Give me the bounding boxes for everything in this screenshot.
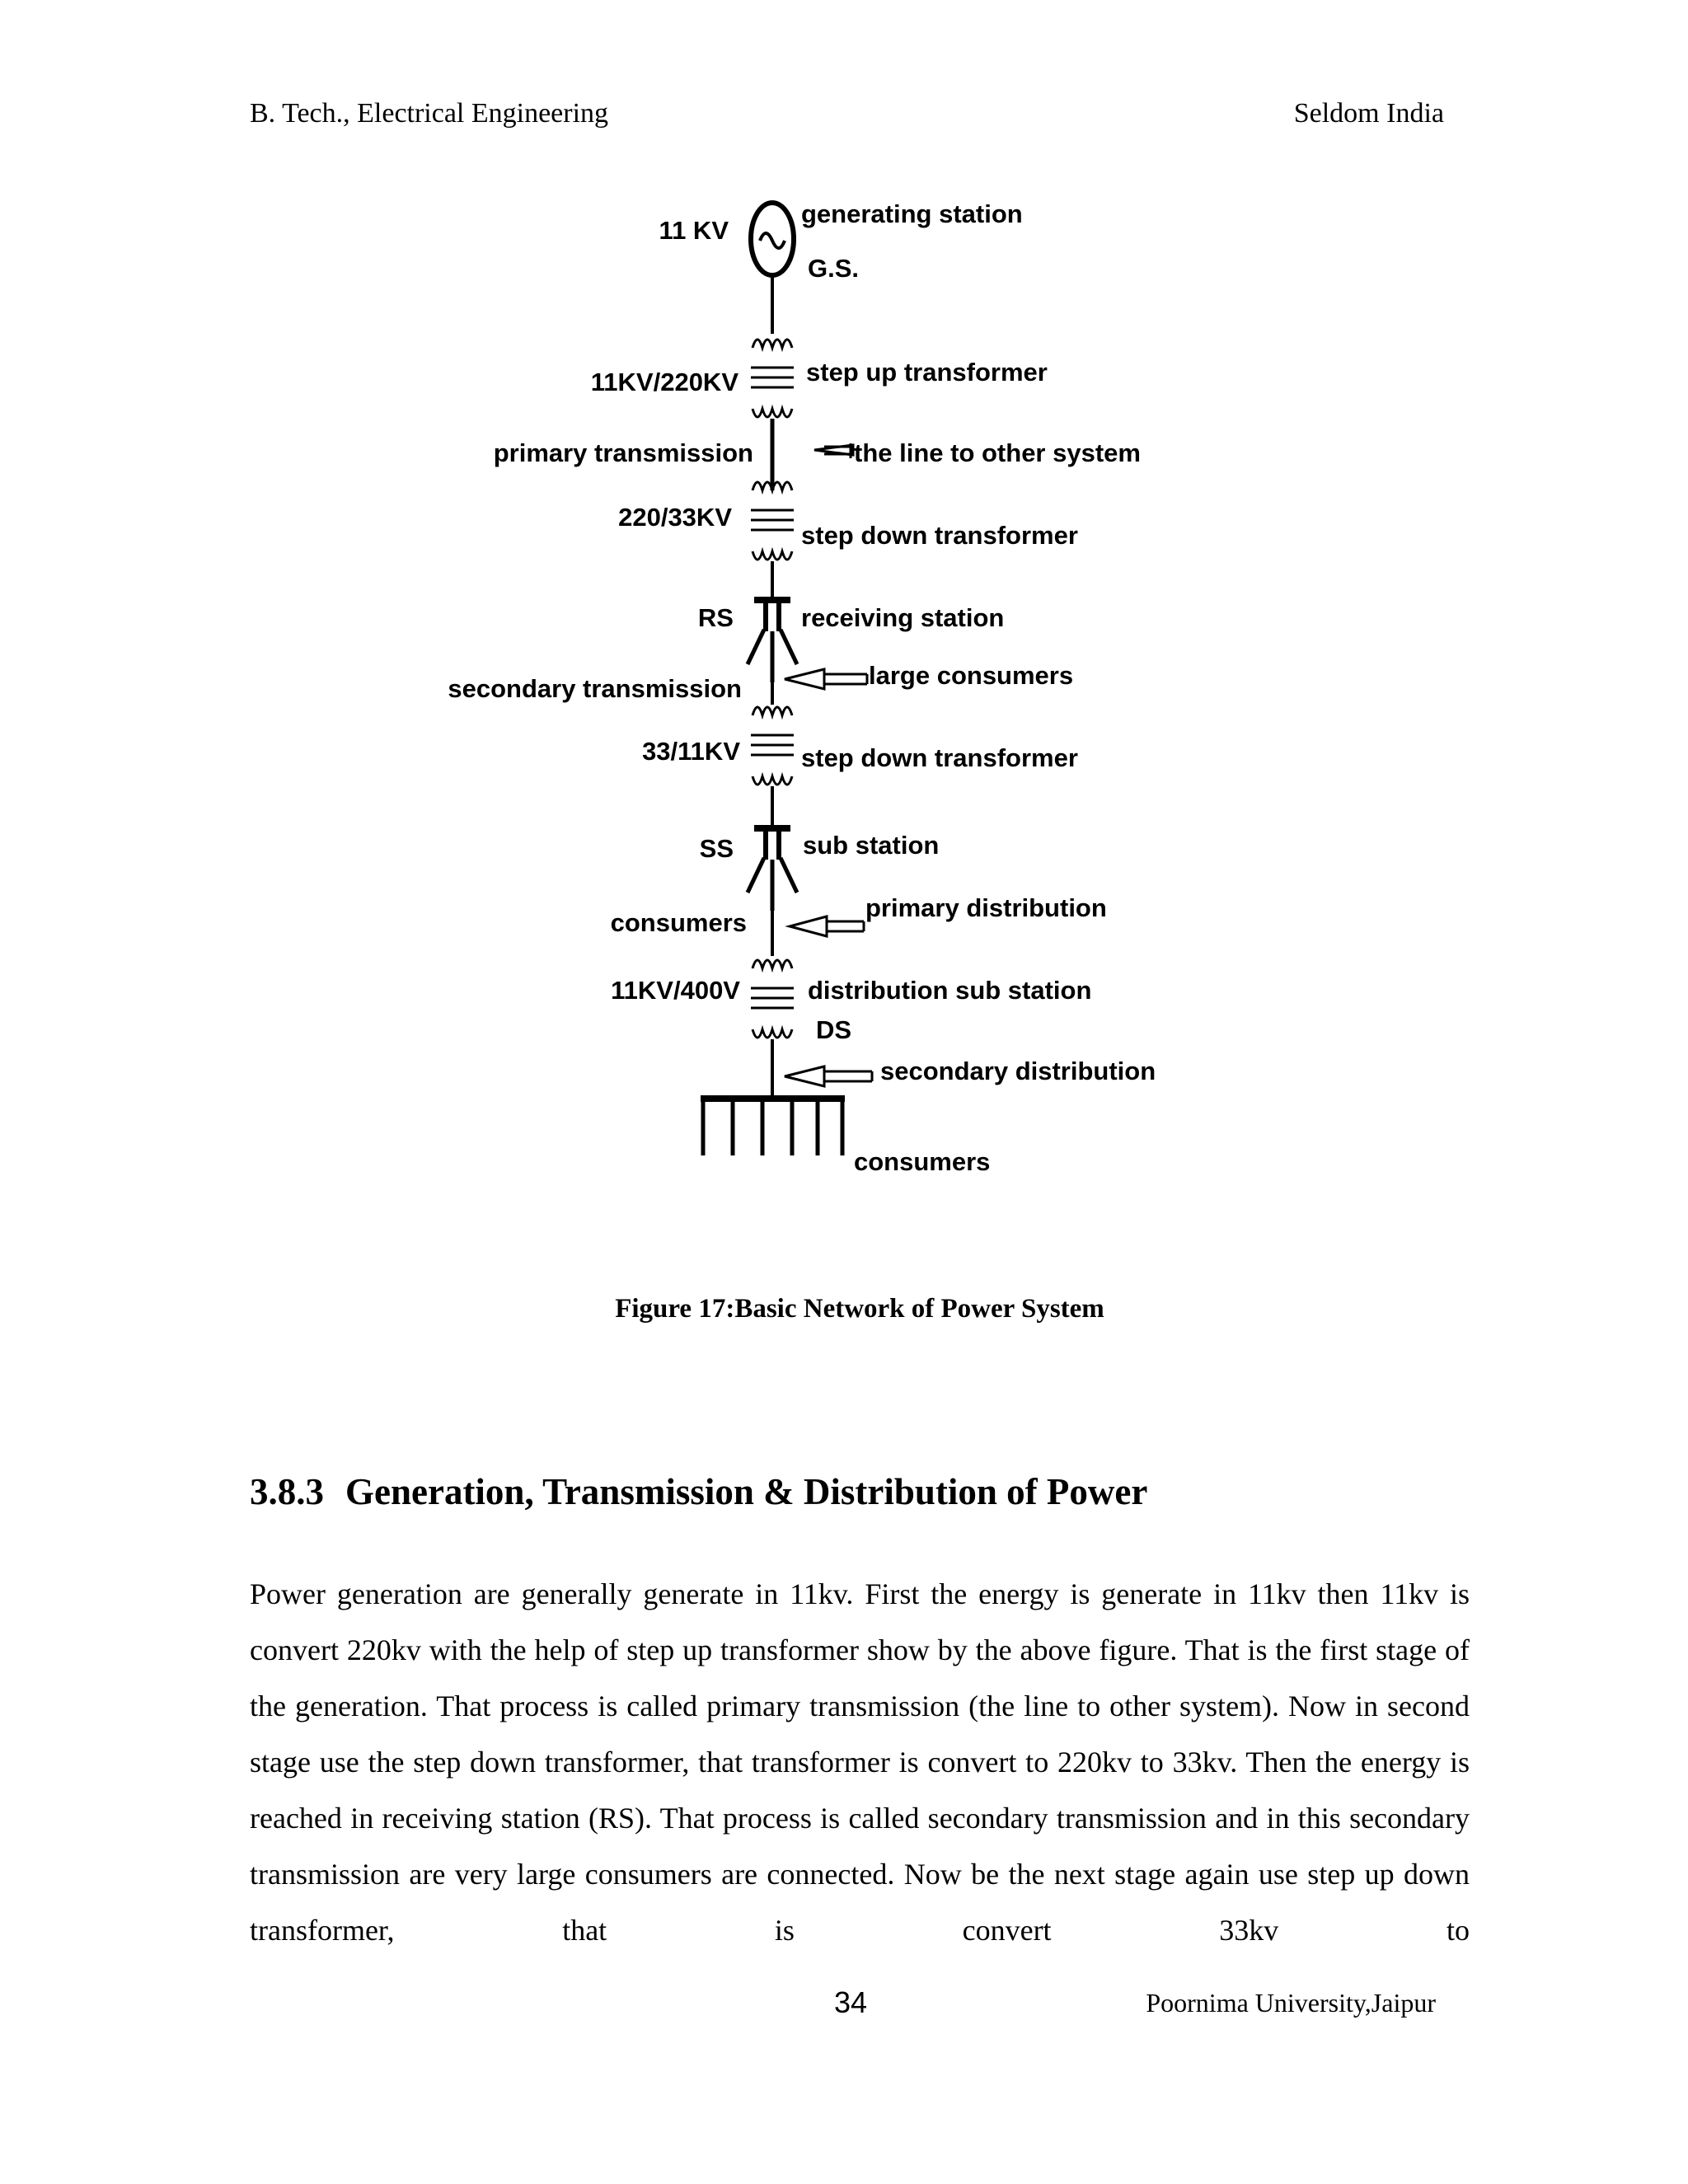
label-ds: DS [816, 1015, 852, 1044]
step-down-transformer-2-icon [751, 707, 794, 785]
footer-institution: Poornima University,Jaipur [1146, 1988, 1436, 2018]
label-sub-station: sub station [803, 831, 940, 860]
label-primary-distribution: primary distribution [865, 893, 1107, 922]
label-ss: SS [699, 834, 734, 863]
label-distribution-sub-station: distribution sub station [808, 976, 1092, 1005]
arrow-secondary-distribution [785, 1066, 872, 1086]
label-11kv: 11 KV [659, 216, 729, 245]
arrow-large-consumers [785, 669, 867, 689]
receiving-station-icon [748, 600, 797, 682]
generator-icon [751, 203, 794, 275]
label-gs: G.S. [808, 254, 860, 283]
section-title: Generation, Transmission & Distribution of Power [345, 1471, 1148, 1512]
step-up-transformer-icon [751, 340, 794, 417]
page-number: 34 [834, 1985, 868, 2019]
label-11kv-400v: 11KV/400V [611, 976, 740, 1005]
label-secondary-transmission: secondary transmission [448, 674, 742, 703]
step-down-transformer-1-icon [751, 482, 794, 560]
running-header-right: Seldom India [1293, 98, 1444, 129]
label-consumers-bottom: consumers [854, 1147, 991, 1176]
label-11kv-220kv: 11KV/220KV [590, 368, 738, 396]
consumer-bus-icon [701, 1099, 845, 1155]
label-secondary-distribution: secondary distribution [880, 1057, 1156, 1085]
body-paragraph: Power generation are generally generate in 11kv. First the energy is generate in 11kv then 11kv is convert 220kv with the help of step up transformer show by the above figure. That is the first stage of the generation. That process is called primary transmission (the line to other system). Now in second stage use the step down transformer, that transformer is convert to 220kv to 33kv. Then the energy is reached in receiving station (RS). That process is called secondary transmission and in this secondary transmission are very large consumers are connected. Now be the next stage again use step up down transformer, that is convert 33kv to [250, 1577, 1470, 1947]
label-step-up-transformer: step up transformer [806, 358, 1048, 387]
label-33-11kv: 33/11KV [642, 737, 740, 766]
arrow-primary-distribution [790, 916, 864, 936]
label-generating-station: generating station [801, 199, 1023, 228]
running-header-left: B. Tech., Electrical Engineering [250, 98, 609, 129]
label-primary-transmission: primary transmission [493, 438, 753, 467]
section-number: 3.8.3 [250, 1471, 324, 1512]
label-consumers-left: consumers [610, 908, 747, 937]
label-line-to-other-system: the line to other system [854, 438, 1141, 467]
label-large-consumers: large consumers [869, 661, 1074, 690]
section-heading [250, 1469, 1147, 1515]
label-step-down-transformer-1: step down transformer [801, 521, 1078, 550]
distribution-transformer-icon [751, 960, 794, 1038]
sub-station-icon [748, 828, 797, 911]
label-rs: RS [697, 603, 734, 632]
figure-caption: Figure 17:Basic Network of Power System [615, 1294, 1104, 1324]
label-step-down-transformer-2: step down transformer [801, 743, 1078, 772]
label-220-33kv: 220/33KV [618, 503, 732, 532]
label-receiving-station: receiving station [801, 603, 1005, 632]
